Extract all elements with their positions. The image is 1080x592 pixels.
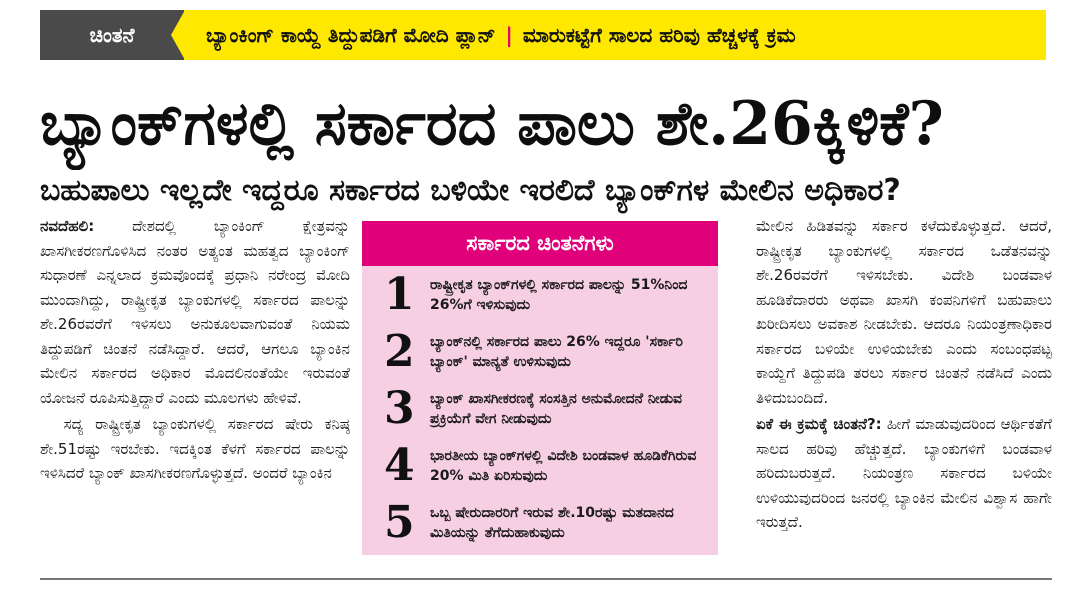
plan-text: ಬ್ಯಾಂಕ್‌ನಲ್ಲಿ ಸರ್ಕಾರದ ಪಾಲು 26% ಇದ್ದರೂ 'ಸರ್ಕಾರಿ ಬ್ಯಾಂಕ್' ಮಾನ್ಯತೆ ಉಳಿಸುವುದು xyxy=(430,333,683,370)
plan-text: ಭಾರತೀಯ ಬ್ಯಾಂಕ್‌ಗಳಲ್ಲಿ ವಿದೇಶಿ ಬಂಡವಾಳ ಹೂಡಿಕೆಗಿರುವ 20% ಮಿತಿ ಏರಿಸುವುದು xyxy=(430,447,697,484)
plan-item xyxy=(362,266,718,323)
right-para-1: ಮೇಲಿನ ಹಿಡಿತವನ್ನು ಸರ್ಕಾರ ಕಳೆದುಕೊಳ್ಳುತ್ತದೆ. ಆದರೆ, ರಾಷ್ಟ್ರೀಕೃತ ಬ್ಯಾಂಕುಗಳಲ್ಲಿ ಸರ್ಕಾರದ ಒಡೆತನವನ್ನು ಶೇ.26ರವರೆಗೆ ಇಳಿಸಬೇಕು. ವಿದೇಶಿ ಬಂಡವಾಳ ಹೂಡಿಕೆದಾರರು ಅಥವಾ ಖಾಸಗಿ ಕಂಪನಿಗಳಿಗೆ ಬಹುಪಾಲು ಖರೀದಿಸಲು ಅವಕಾಶ ನೀಡಬೇಕು. ಆದರೂ ನಿಯಂತ್ರಣಾಧಿಕಾರ ಸರ್ಕಾರದ ಬಳಿಯೇ ಉಳಿಯಬೇಕು ಎಂದು ಸಂಬಂಧಪಟ್ಟ ಕಾಯ್ದೆಗೆ ತಿದ್ದುಪಡಿ ತರಲು ಸರ್ಕಾರ ಚಿಂತನೆ ನಡೆಸಿದೆ ಎಂದು ತಿಳಿದುಬಂದಿದೆ. xyxy=(756,217,1052,407)
left-para-1 xyxy=(40,214,350,410)
plan-item xyxy=(362,323,718,380)
plan-item xyxy=(362,437,718,494)
plan-number: 5 xyxy=(384,497,415,548)
left-column xyxy=(40,214,350,570)
tag-notch xyxy=(171,10,185,60)
plan-item xyxy=(362,380,718,437)
subheadline: ಬಹುಪಾಲು ಇಲ್ಲದೇ ಇದ್ದರೂ ಸರ್ಕಾರದ ಬಳಿಯೇ ಇರಲಿದೆ ಬ್ಯಾಂಕ್‌ಗಳ ಮೇಲಿನ ಅಧಿಕಾರ? xyxy=(40,173,901,208)
section-tag xyxy=(40,10,184,60)
govt-plans-box xyxy=(362,221,718,555)
box-title: ಸರ್ಕಾರದ ಚಿಂತನೆಗಳು xyxy=(362,221,718,266)
plan-item xyxy=(362,494,718,551)
plan-number: 4 xyxy=(384,440,415,491)
section-tag-label: ಚಿಂತನೆ xyxy=(89,23,135,47)
plan-text: ಒಬ್ಬ ಷೇರುದಾರರಿಗೆ ಇರುವ ಶೇ.10ರಷ್ಟು ಮತದಾನದ ಮಿತಿಯನ್ನು ತೆಗೆದುಹಾಕುವುದು xyxy=(430,504,674,541)
plan-number: 2 xyxy=(384,326,415,377)
left-para-1-text: ದೇಶದಲ್ಲಿ ಬ್ಯಾಂಕಿಂಗ್ ಕ್ಷೇತ್ರವನ್ನು ಖಾಸಗೀಕರಣಗೊಳಿಸಿದ ನಂತರ ಅತ್ಯಂತ ಮಹತ್ವದ ಬ್ಯಾಂಕಿಂಗ್ ಸುಧಾರಣೆ ಎನ್ನಲಾದ ಕ್ರಮವೊಂದಕ್ಕೆ ಪ್ರಧಾನಿ ನರೇಂದ್ರ ಮೋದಿ ಮುಂದಾಗಿದ್ದು, ರಾಷ್ಟ್ರೀಕೃತ ಬ್ಯಾಂಕುಗಳಲ್ಲಿ ಸರ್ಕಾರದ ಪಾಲನ್ನು ಶೇ.26ರವರೆಗೆ ಇಳಿಸಲು ಅನುಕೂಲವಾಗುವಂತೆ ನಿಯಮ ತಿದ್ದುಪಡಿಗೆ ಚಿಂತನೆ ನಡೆಸಿದ್ದಾರೆ. ಆದರೆ, ಆಗಲೂ ಬ್ಯಾಂಕಿನ ಮೇಲಿನ ಸರ್ಕಾರದ ಅಧಿಕಾರ ಮೊದಲಿನಂತೆಯೇ ಇರುವಂತೆ ಯೋಜನೆ ರೂಪಿಸುತ್ತಿದ್ದಾರೆ ಎಂದು ಮೂಲಗಳು ಹೇಳಿವೆ. xyxy=(40,217,350,407)
plan-text: ರಾಷ್ಟ್ರೀಕೃತ ಬ್ಯಾಂಕ್‌ಗಳಲ್ಲಿ ಸರ್ಕಾರದ ಪಾಲನ್ನು 51%ನಿಂದ 26%ಗೆ ಇಳಿಸುವುದು xyxy=(430,276,688,313)
plan-number: 3 xyxy=(384,383,415,434)
headline: ಬ್ಯಾಂಕ್‌ಗಳಲ್ಲಿ ಸರ್ಕಾರದ ಪಾಲು ಶೇ.26ಕ್ಕಿಳಿಕೆ? xyxy=(40,89,944,159)
right-para-2-text: ಹೀಗೆ ಮಾಡುವುದರಿಂದ ಆರ್ಥಿಕತೆಗೆ ಸಾಲದ ಹರಿವು ಹೆಚ್ಚುತ್ತದೆ. ಬ್ಯಾಂಕುಗಳಿಗೆ ಬಂಡವಾಳ ಹರಿದುಬರುತ್ತದೆ. ನಿಯಂತ್ರಣ ಸರ್ಕಾರದ ಬಳಿಯೇ ಉಳಿಯುವುದರಿಂದ ಜನರಲ್ಲಿ ಬ್ಯಾಂಕಿನ ಮೇಲಿನ ವಿಶ್ವಾಸ ಹಾಗೇ ಇರುತ್ತದೆ. xyxy=(756,415,1052,531)
plan-number: 1 xyxy=(384,269,415,320)
dateline: ನವದೆಹಲಿ: xyxy=(40,217,95,235)
left-para-2-text: ಸದ್ಯ ರಾಷ್ಟ್ರೀಕೃತ ಬ್ಯಾಂಕುಗಳಲ್ಲಿ ಸರ್ಕಾರದ ಷೇರು ಕನಿಷ್ಠ ಶೇ.51ರಷ್ಟು ಇರಬೇಕು. ಇದಕ್ಕಿಂತ ಕೆಳಗೆ ಸರ್ಕಾರದ ಪಾಲನ್ನು ಇಳಿಸಿದರೆ ಬ್ಯಾಂಕ್ ಖಾಸಗೀಕರಣಗೊಳ್ಳುತ್ತದೆ. ಅಂದರೆ ಬ್ಯಾಂಕಿನ xyxy=(40,415,350,482)
ticker-text-1: ಬ್ಯಾಂಕಿಂಗ್ ಕಾಯ್ದೆ ತಿದ್ದುಪಡಿಗೆ ಮೋದಿ ಪ್ಲಾನ್ xyxy=(206,23,496,47)
left-para-2 xyxy=(40,412,350,486)
right-para-2 xyxy=(756,412,1052,535)
ticker-strip xyxy=(184,10,1046,60)
ticker-text-2: ಮಾರುಕಟ್ಟೆಗೆ ಸಾಲದ ಹರಿವು ಹೆಚ್ಚಳಕ್ಕೆ ಕ್ರಮ xyxy=(522,23,796,47)
ticker-separator: | xyxy=(505,23,513,47)
bottom-rule xyxy=(40,578,1052,580)
right-column xyxy=(756,214,1052,570)
plan-text: ಬ್ಯಾಂಕ್ ಖಾಸಗೀಕರಣಕ್ಕೆ ಸಂಸತ್ತಿನ ಅನುಮೋದನೆ ನೀಡುವ ಪ್ರಕ್ರಿಯೆಗೆ ವೇಗ ನೀಡುವುದು xyxy=(430,390,683,427)
right-subheading: ಏಕೆ ಈ ಕ್ರಮಕ್ಕೆ ಚಿಂತನೆ?: xyxy=(756,415,882,433)
section-banner xyxy=(40,10,1046,60)
